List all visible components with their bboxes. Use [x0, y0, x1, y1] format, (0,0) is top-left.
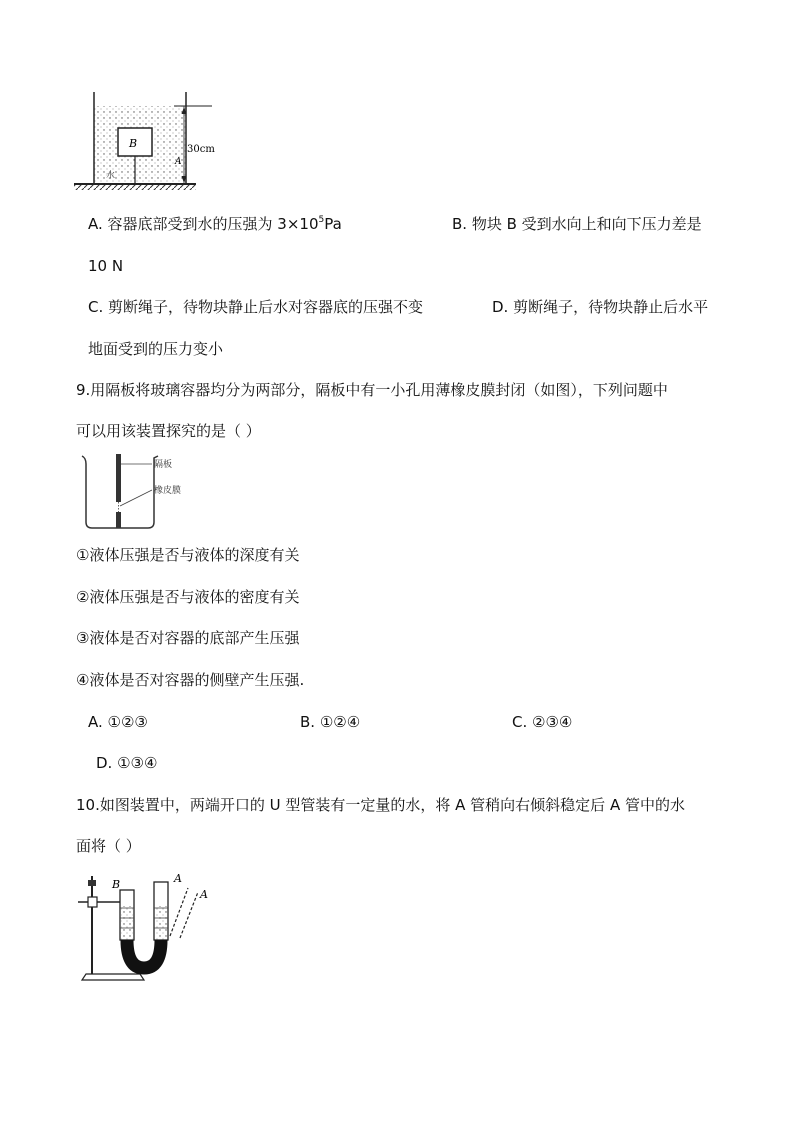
q8-option-c[interactable]: C. 剪断绳子，待物块静止后水对容器底的压强不变: [88, 298, 424, 316]
q9-stem-line-1: 9.用隔板将玻璃容器均分为两部分，隔板中有一小孔用薄橡皮膜封闭（如图），下列问题中: [76, 381, 668, 399]
q9-item-3: ③液体是否对容器的底部产生压强: [76, 629, 300, 647]
q8-option-d-continued: 地面受到的压力变小: [88, 340, 224, 358]
q8-container-figure: [72, 92, 232, 192]
q8-option-a-text: A. 容器底部受到水的压强为 3×10: [88, 215, 319, 233]
q8-option-d[interactable]: D. 剪断绳子，待物块静止后水平: [492, 298, 709, 316]
q9-partition-lower: [116, 512, 121, 528]
q9-option-b[interactable]: B. ①②④: [300, 713, 361, 731]
q8-option-b[interactable]: B. 物块 B 受到水向上和向下压力差是: [452, 215, 702, 233]
q10-label-a-tilted: A: [200, 888, 208, 901]
q8-option-b-continued: 10 N: [88, 257, 124, 275]
q10-stem-line-2: 面将（ ）: [76, 837, 141, 855]
q9-partition: [116, 454, 121, 502]
q8-option-a[interactable]: [88, 214, 342, 234]
q8-height-label: 30cm: [187, 144, 215, 155]
q9-membrane-label: 橡皮膜: [154, 486, 182, 496]
q8-option-a-exponent: 5: [318, 215, 325, 225]
q10-label-a: A: [174, 872, 182, 885]
q9-stem-line-2: 可以用该装置探究的是（ ）: [76, 422, 261, 440]
q9-item-2: ②液体压强是否与液体的密度有关: [76, 588, 300, 606]
q9-option-a[interactable]: A. ①②③: [88, 713, 148, 731]
q8-point-label: A: [175, 157, 182, 167]
q10-stand-base: [82, 974, 144, 980]
q9-item-1: ①液体压强是否与液体的深度有关: [76, 546, 300, 564]
q10-stem-line-1: 10.如图装置中，两端开口的 U 型管装有一定量的水，将 A 管稍向右倾斜稳定后 A 管中的水: [76, 796, 685, 814]
q10-u-tube-figure: [74, 868, 224, 988]
q9-item-4: ④液体是否对容器的侧壁产生压强.: [76, 671, 305, 689]
q9-option-d[interactable]: D. ①③④: [96, 754, 158, 772]
q10-tilted-tube: [170, 888, 188, 936]
q8-water-label: 水: [106, 171, 116, 181]
q8-option-a-unit: Pa: [324, 215, 342, 233]
q9-partition-label: 隔板: [154, 460, 173, 470]
q8-block-label: B: [129, 137, 138, 150]
q10-label-b: B: [112, 878, 121, 891]
q9-option-c[interactable]: C. ②③④: [512, 713, 573, 731]
q9-beaker-figure: [78, 452, 210, 534]
q10-rubber-tube: [127, 940, 161, 968]
